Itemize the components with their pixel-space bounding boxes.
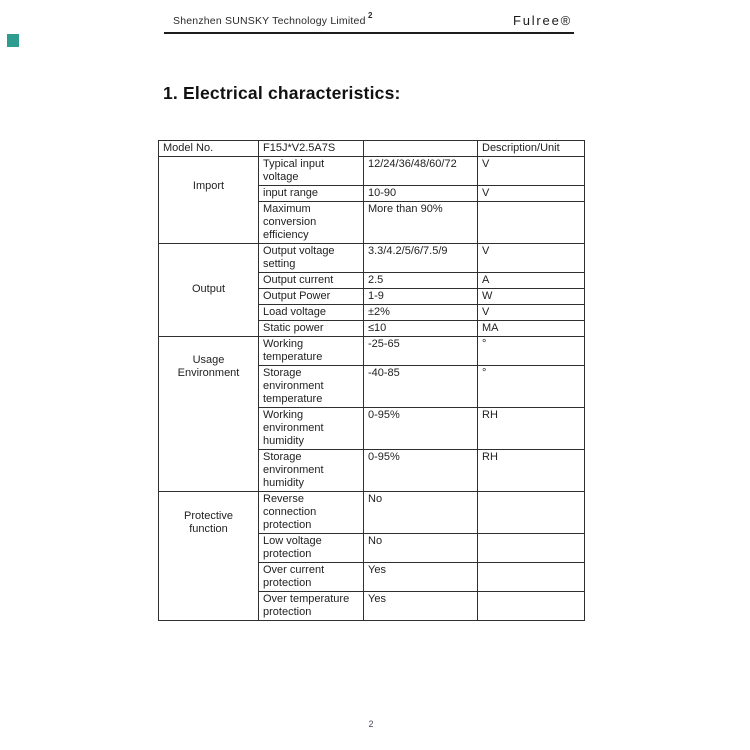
- param-cell: Storage environment temperature: [259, 366, 364, 408]
- param-cell: Over temperature protection: [259, 592, 364, 621]
- group-label-usage-environment: Usage Environment: [159, 337, 259, 492]
- param-cell: Working environment humidity: [259, 408, 364, 450]
- value-cell: No: [364, 492, 478, 534]
- value-cell: ±2%: [364, 305, 478, 321]
- value-cell: No: [364, 534, 478, 563]
- value-cell: 10-90: [364, 186, 478, 202]
- brand-logo: Fulree®: [512, 13, 572, 28]
- unit-cell: V: [478, 157, 585, 186]
- value-cell: 1-9: [364, 289, 478, 305]
- unit-cell: MA: [478, 321, 585, 337]
- page-number: 2: [368, 719, 374, 729]
- group-label-import: Import: [159, 157, 259, 244]
- value-cell: 2.5: [364, 273, 478, 289]
- param-cell: Output voltage setting: [259, 244, 364, 273]
- param-cell: Typical input voltage: [259, 157, 364, 186]
- model-value-header: F15J*V2.5A7S: [259, 141, 364, 157]
- table-row: [159, 157, 585, 186]
- param-cell: Reverse connection protection: [259, 492, 364, 534]
- unit-cell: A: [478, 273, 585, 289]
- param-cell: Output Power: [259, 289, 364, 305]
- value-cell: 0-95%: [364, 450, 478, 492]
- unit-cell: °: [478, 366, 585, 408]
- param-cell: Working temperature: [259, 337, 364, 366]
- value-cell: -25-65: [364, 337, 478, 366]
- description-unit-header: Description/Unit: [478, 141, 585, 157]
- company-name: Shenzhen SUNSKY Technology Limited: [173, 15, 366, 27]
- unit-cell: [478, 592, 585, 621]
- param-cell: Load voltage: [259, 305, 364, 321]
- param-cell: Maximum conversion efficiency: [259, 202, 364, 244]
- value-cell: Yes: [364, 592, 478, 621]
- unit-cell: W: [478, 289, 585, 305]
- unit-cell: [478, 534, 585, 563]
- param-cell: Over current protection: [259, 563, 364, 592]
- unit-cell: [478, 492, 585, 534]
- table-row: [159, 244, 585, 273]
- header-page-superscript: 2: [368, 11, 373, 20]
- unit-cell: RH: [478, 450, 585, 492]
- unit-cell: V: [478, 244, 585, 273]
- blank-header-cell: [364, 141, 478, 157]
- header-divider: [164, 32, 574, 34]
- value-cell: More than 90%: [364, 202, 478, 244]
- param-cell: input range: [259, 186, 364, 202]
- unit-cell: V: [478, 186, 585, 202]
- value-cell: ≤10: [364, 321, 478, 337]
- param-cell: Storage environment humidity: [259, 450, 364, 492]
- unit-cell: V: [478, 305, 585, 321]
- table-header-row: [159, 141, 585, 157]
- param-cell: Low voltage protection: [259, 534, 364, 563]
- unit-cell: °: [478, 337, 585, 366]
- group-label-output: Output: [159, 244, 259, 337]
- unit-cell: RH: [478, 408, 585, 450]
- model-no-header: Model No.: [159, 141, 259, 157]
- value-cell: 0-95%: [364, 408, 478, 450]
- unit-cell: [478, 202, 585, 244]
- param-cell: Static power: [259, 321, 364, 337]
- value-cell: Yes: [364, 563, 478, 592]
- corner-marker: [7, 34, 19, 47]
- section-title: 1. Electrical characteristics:: [163, 83, 401, 103]
- spec-table: [158, 140, 585, 621]
- unit-cell: [478, 563, 585, 592]
- table-row: [159, 337, 585, 366]
- value-cell: 3.3/4.2/5/6/7.5/9: [364, 244, 478, 273]
- value-cell: 12/24/36/48/60/72: [364, 157, 478, 186]
- group-label-protective-function: Protective function: [159, 492, 259, 621]
- value-cell: -40-85: [364, 366, 478, 408]
- param-cell: Output current: [259, 273, 364, 289]
- table-row: [159, 492, 585, 534]
